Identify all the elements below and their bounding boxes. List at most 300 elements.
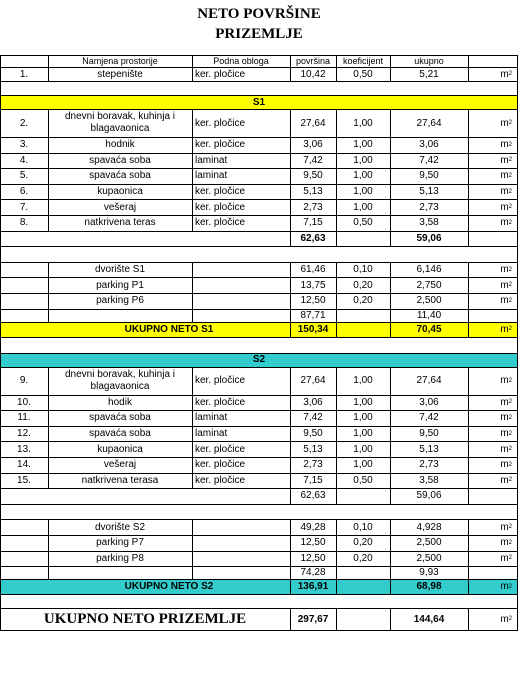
extra-name: dvorište S2	[94, 521, 146, 533]
column-divider	[192, 551, 193, 567]
unit-symbol: m	[500, 428, 509, 440]
column-divider	[336, 231, 337, 247]
section-total-label: UKUPNO NETO S2	[124, 581, 214, 593]
grand-total-area: 297,67	[297, 613, 329, 625]
column-divider	[0, 353, 1, 367]
column-divider	[290, 168, 291, 184]
room-total: 5,13	[419, 186, 439, 198]
column-divider	[290, 55, 291, 67]
unit-exponent: 2	[508, 326, 512, 333]
extra-row	[0, 262, 518, 278]
column-divider	[0, 293, 1, 309]
column-divider	[468, 231, 469, 247]
column-divider	[48, 55, 49, 67]
room-coef: 1,00	[353, 443, 373, 455]
column-divider	[0, 309, 1, 322]
column-divider	[390, 231, 391, 247]
unit-m2	[468, 199, 518, 215]
unit-m2	[468, 395, 518, 411]
extra-name: parking P7	[96, 537, 144, 549]
row-divider	[0, 67, 518, 68]
extra-coef: 0,20	[353, 295, 373, 307]
column-divider	[336, 426, 337, 442]
unit-exponent: 2	[508, 157, 512, 164]
column-divider	[0, 67, 1, 81]
column-divider	[336, 293, 337, 309]
room-name: hodnik	[105, 139, 135, 151]
unit-symbol: m	[500, 264, 509, 276]
room-name: vešeraj	[103, 459, 137, 471]
row-divider	[0, 566, 518, 567]
floor-type: laminat	[195, 170, 228, 182]
column-divider	[468, 410, 469, 426]
room-total: 3,58	[419, 217, 439, 229]
column-divider	[192, 473, 193, 489]
unit-symbol: m	[500, 139, 509, 151]
column-divider	[192, 277, 193, 293]
column-divider	[0, 81, 1, 95]
unit-m2	[468, 215, 518, 231]
unit-m2	[468, 608, 518, 630]
column-divider	[290, 309, 291, 322]
row-number: 7.	[19, 201, 29, 213]
extra-coef: 0,20	[353, 279, 373, 291]
row-number: 12.	[17, 428, 31, 440]
table-row	[0, 410, 518, 426]
extra-area: 49,28	[300, 521, 326, 533]
section-total-label: UKUPNO NETO S1	[124, 323, 214, 335]
room-coef: 1,00	[353, 428, 373, 440]
row-divider	[0, 473, 518, 474]
column-divider	[290, 608, 291, 630]
table-row	[0, 67, 518, 81]
extras-area: 87,71	[300, 309, 326, 321]
column-divider	[336, 410, 337, 426]
extra-area: 13,75	[300, 279, 326, 291]
row-divider	[0, 395, 518, 396]
column-divider	[468, 519, 469, 535]
column-divider	[336, 67, 337, 81]
row-divider	[0, 504, 518, 505]
column-divider	[336, 441, 337, 457]
unit-exponent: 2	[508, 555, 512, 562]
column-divider	[336, 277, 337, 293]
table-row	[0, 137, 518, 153]
extra-name: parking P1	[96, 279, 144, 291]
row-divider	[0, 551, 518, 552]
extras-area: 74,28	[300, 567, 326, 579]
column-divider	[336, 457, 337, 473]
column-divider	[468, 367, 469, 395]
extra-coef: 0,10	[353, 264, 373, 276]
column-divider	[390, 608, 391, 630]
column-divider	[0, 262, 1, 278]
unit-exponent: 2	[508, 219, 512, 226]
column-divider	[390, 109, 391, 137]
room-area: 3,06	[303, 139, 323, 151]
column-divider	[48, 199, 49, 215]
column-divider	[192, 109, 193, 137]
section-header-s2	[0, 353, 518, 367]
room-name: hodik	[108, 396, 132, 408]
column-divider	[192, 215, 193, 231]
room-coef: 0,50	[353, 217, 373, 229]
room-area: 7,42	[303, 154, 323, 166]
floor-type: laminat	[195, 428, 228, 440]
column-divider	[48, 293, 49, 309]
unit-symbol: m	[500, 68, 509, 80]
unit-symbol: m	[500, 323, 509, 335]
column-divider	[468, 608, 469, 630]
column-divider	[192, 441, 193, 457]
extra-total: 6,146	[416, 264, 442, 276]
unit-m2	[468, 137, 518, 153]
column-divider	[290, 277, 291, 293]
room-name: kupaonica	[97, 443, 143, 455]
room-total: 3,06	[419, 139, 439, 151]
unit-symbol: m	[500, 279, 509, 291]
column-divider	[0, 215, 1, 231]
column-divider	[192, 184, 193, 200]
subtotal-row	[0, 231, 518, 247]
header-row	[0, 55, 518, 67]
column-divider	[468, 322, 469, 337]
column-divider	[192, 309, 193, 322]
unit-m2	[468, 441, 518, 457]
unit-exponent: 2	[508, 282, 512, 289]
column-divider	[336, 566, 337, 579]
table-row	[0, 184, 518, 200]
column-divider	[290, 109, 291, 137]
column-divider	[192, 55, 193, 67]
table-row	[0, 395, 518, 411]
unit-m2	[468, 457, 518, 473]
column-divider	[336, 309, 337, 322]
column-divider	[336, 535, 337, 551]
unit-exponent: 2	[508, 120, 512, 126]
row-divider	[0, 184, 518, 185]
row-divider	[0, 441, 518, 442]
column-divider	[390, 215, 391, 231]
section-header-s1	[0, 95, 518, 109]
section-total-area: 150,34	[297, 323, 329, 335]
room-name: spavaća soba	[89, 412, 151, 424]
unit-symbol: m	[500, 459, 509, 471]
unit-exponent: 2	[508, 297, 512, 304]
column-divider	[48, 457, 49, 473]
unit-symbol: m	[500, 581, 509, 593]
room-name: stepenište	[97, 68, 143, 80]
room-total: 2,73	[419, 201, 439, 213]
column-divider	[468, 55, 469, 67]
column-divider	[192, 367, 193, 395]
room-coef: 1,00	[353, 117, 373, 129]
row-number: 11.	[17, 412, 31, 424]
unit-symbol: m	[500, 552, 509, 564]
section-label: S1	[252, 96, 266, 108]
column-divider	[390, 67, 391, 81]
unit-m2	[468, 410, 518, 426]
column-divider	[468, 551, 469, 567]
room-coef: 1,00	[353, 139, 373, 151]
table-row	[0, 473, 518, 489]
column-divider	[468, 566, 469, 579]
column-divider	[290, 488, 291, 504]
unit-symbol: m	[500, 201, 509, 213]
subtotal-area: 62,63	[300, 232, 326, 244]
column-divider	[0, 457, 1, 473]
unit-m2	[468, 322, 518, 337]
unit-m2	[468, 153, 518, 169]
unit-m2	[468, 293, 518, 309]
unit-symbol: m	[500, 295, 509, 307]
unit-symbol: m	[500, 117, 509, 129]
column-divider	[48, 67, 49, 81]
column-divider	[336, 395, 337, 411]
extra-total: 4,928	[416, 521, 442, 533]
column-divider	[0, 504, 1, 520]
column-divider	[290, 579, 291, 594]
column-divider	[336, 262, 337, 278]
floor-type: ker. pločice	[195, 68, 246, 80]
column-divider	[468, 309, 469, 322]
extra-row	[0, 519, 518, 535]
row-number: 5.	[19, 170, 29, 182]
column-divider	[192, 426, 193, 442]
column-divider	[468, 441, 469, 457]
column-divider	[336, 488, 337, 504]
column-divider	[48, 410, 49, 426]
row-divider	[0, 410, 518, 411]
row-divider	[0, 630, 518, 631]
unit-symbol: m	[500, 217, 509, 229]
row-divider	[0, 594, 518, 595]
floor-type: laminat	[195, 412, 228, 424]
unit-symbol: m	[500, 186, 509, 198]
unit-symbol: m	[500, 521, 509, 533]
room-total: 3,06	[419, 396, 439, 408]
column-divider	[48, 395, 49, 411]
room-name: spavaća soba	[89, 428, 151, 440]
row-divider	[0, 353, 518, 354]
room-area: 5,13	[303, 443, 323, 455]
column-divider	[290, 457, 291, 473]
column-divider	[390, 55, 391, 67]
room-coef: 1,00	[353, 412, 373, 424]
unit-exponent: 2	[508, 377, 512, 384]
column-divider	[390, 184, 391, 200]
extra-row	[0, 535, 518, 551]
room-area: 10,42	[300, 68, 326, 80]
unit-m2	[468, 535, 518, 551]
extra-coef: 0,10	[353, 521, 373, 533]
column-divider	[390, 551, 391, 567]
column-divider	[0, 95, 1, 109]
unit-exponent: 2	[508, 477, 512, 484]
column-divider	[468, 457, 469, 473]
room-name: spavaća soba	[89, 154, 151, 166]
unit-exponent: 2	[508, 141, 512, 148]
column-divider	[48, 184, 49, 200]
unit-exponent: 2	[508, 188, 512, 195]
column-divider	[468, 277, 469, 293]
grand-total-label: UKUPNO NETO PRIZEMLJE	[43, 610, 247, 627]
extra-total: 2,500	[416, 537, 442, 549]
unit-symbol: m	[500, 613, 509, 625]
column-divider	[290, 322, 291, 337]
column-divider	[48, 441, 49, 457]
column-divider	[390, 519, 391, 535]
row-divider	[0, 535, 518, 536]
unit-m2	[468, 579, 518, 594]
extra-total: 2,500	[416, 295, 442, 307]
column-divider	[390, 395, 391, 411]
column-divider	[468, 137, 469, 153]
column-divider	[290, 566, 291, 579]
extra-area: 12,50	[300, 295, 326, 307]
column-divider	[48, 153, 49, 169]
column-divider	[192, 457, 193, 473]
room-area: 27,64	[300, 375, 326, 387]
column-divider	[336, 168, 337, 184]
row-divider	[0, 231, 518, 232]
room-total: 27,64	[416, 375, 442, 387]
row-divider	[0, 426, 518, 427]
column-divider	[0, 441, 1, 457]
column-divider	[290, 395, 291, 411]
column-divider	[468, 109, 469, 137]
column-divider	[48, 519, 49, 535]
column-divider	[290, 199, 291, 215]
column-divider	[48, 309, 49, 322]
room-area: 9,50	[303, 170, 323, 182]
column-divider	[336, 608, 337, 630]
floor-type: ker. pločice	[195, 474, 246, 486]
column-divider	[290, 215, 291, 231]
room-name: vešeraj	[103, 201, 137, 213]
column-divider	[0, 184, 1, 200]
extra-area: 12,50	[300, 552, 326, 564]
unit-m2	[468, 519, 518, 535]
column-divider	[390, 199, 391, 215]
row-divider	[0, 457, 518, 458]
column-divider	[0, 395, 1, 411]
row-number: 2.	[19, 117, 29, 129]
column-divider	[192, 199, 193, 215]
header-coef: koeficijent	[342, 56, 384, 66]
column-divider	[290, 231, 291, 247]
document-title: NETO POVRŠINE	[197, 6, 321, 22]
column-divider	[336, 55, 337, 67]
room-coef: 1,00	[353, 186, 373, 198]
column-divider	[390, 488, 391, 504]
row-divider	[0, 519, 518, 520]
column-divider	[0, 277, 1, 293]
unit-exponent: 2	[508, 583, 512, 590]
column-divider	[390, 153, 391, 169]
extra-coef: 0,20	[353, 552, 373, 564]
extra-row	[0, 551, 518, 567]
column-divider	[468, 262, 469, 278]
column-divider	[192, 519, 193, 535]
room-coef: 1,00	[353, 396, 373, 408]
room-total: 3,58	[419, 474, 439, 486]
section-total-row	[0, 579, 518, 594]
column-divider	[390, 322, 391, 337]
column-divider	[0, 367, 1, 395]
row-divider	[0, 293, 518, 294]
section-label: S2	[252, 354, 266, 366]
room-total: 7,42	[419, 154, 439, 166]
column-divider	[192, 395, 193, 411]
room-coef: 1,00	[353, 201, 373, 213]
column-divider	[468, 488, 469, 504]
column-divider	[468, 293, 469, 309]
row-divider	[0, 262, 518, 263]
unit-exponent: 2	[508, 446, 512, 453]
column-divider	[192, 262, 193, 278]
column-divider	[0, 137, 1, 153]
column-divider	[468, 168, 469, 184]
column-divider	[0, 519, 1, 535]
row-number: 3.	[19, 139, 29, 151]
column-divider	[468, 395, 469, 411]
column-divider	[468, 215, 469, 231]
unit-m2	[468, 168, 518, 184]
column-divider	[0, 168, 1, 184]
column-divider	[290, 67, 291, 81]
header-purpose: Namjena prostorije	[82, 56, 158, 66]
table-row	[0, 457, 518, 473]
room-area: 5,13	[303, 186, 323, 198]
row-divider	[0, 95, 518, 96]
table-row	[0, 215, 518, 231]
column-divider	[336, 109, 337, 137]
row-divider	[0, 488, 518, 489]
room-name: kupaonica	[97, 186, 143, 198]
column-divider	[390, 566, 391, 579]
unit-symbol: m	[500, 396, 509, 408]
unit-exponent: 2	[508, 524, 512, 531]
room-coef: 1,00	[353, 459, 373, 471]
column-divider	[468, 535, 469, 551]
column-divider	[192, 566, 193, 579]
extra-area: 12,50	[300, 537, 326, 549]
column-divider	[290, 426, 291, 442]
unit-symbol: m	[500, 375, 509, 387]
column-divider	[48, 566, 49, 579]
column-divider	[336, 215, 337, 231]
column-divider	[468, 426, 469, 442]
extras-total: 11,40	[416, 309, 442, 321]
extra-name: dvorište S1	[94, 264, 146, 276]
room-total: 5,13	[419, 443, 439, 455]
column-divider	[468, 153, 469, 169]
column-divider	[0, 551, 1, 567]
row-divider	[0, 246, 518, 247]
row-number: 9.	[19, 375, 29, 387]
row-number: 8.	[19, 217, 29, 229]
extra-total: 2,750	[416, 279, 442, 291]
column-divider	[390, 579, 391, 594]
room-name: dnevni boravak, kuhinja i blagavaonica	[64, 368, 176, 392]
table-row	[0, 109, 518, 137]
unit-symbol: m	[500, 170, 509, 182]
subtotal-total: 59,06	[416, 232, 442, 244]
column-divider	[48, 262, 49, 278]
room-coef: 1,00	[353, 170, 373, 182]
column-divider	[336, 551, 337, 567]
